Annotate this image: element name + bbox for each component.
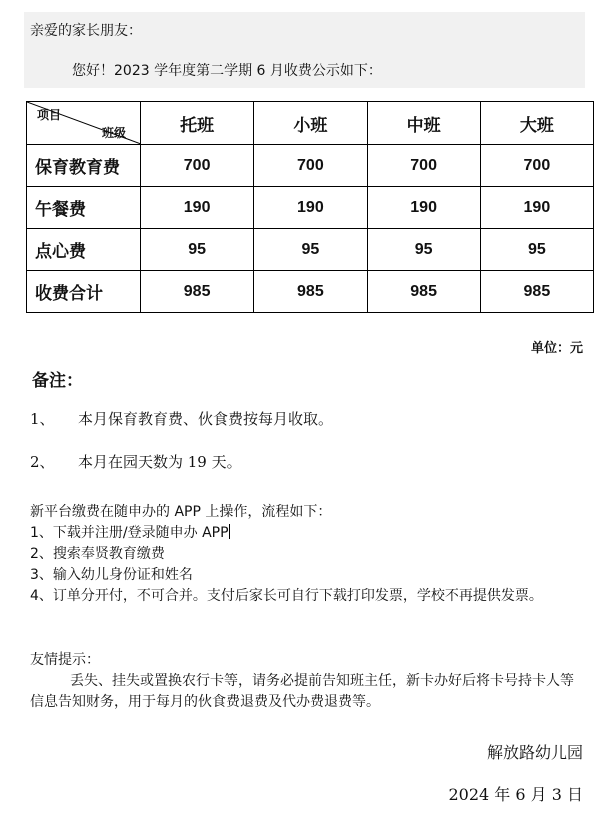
table-cell: 190 — [141, 187, 254, 229]
table-header-row — [27, 102, 594, 145]
table-cell: 190 — [254, 187, 367, 229]
text-cursor — [229, 524, 230, 539]
payment-step — [30, 523, 590, 544]
table-cell: 700 — [141, 145, 254, 187]
note-item — [30, 451, 242, 472]
corner-label-item: 项目 — [37, 108, 62, 122]
table-cell: 95 — [141, 229, 254, 271]
payment-step: 4、订单分开付，不可合并。支付后家长可自行下载打印发票，学校不再提供发票。 — [30, 588, 543, 604]
table-cell: 190 — [480, 187, 593, 229]
table-cell: 95 — [480, 229, 593, 271]
table-cell: 985 — [141, 271, 254, 313]
table-cell: 95 — [254, 229, 367, 271]
unit-label: 单位：元 — [530, 341, 583, 356]
notes-title: 备注： — [32, 371, 83, 391]
intro-text: 您好！2023 学年度第二学期 6 月收费公示如下： — [72, 63, 382, 79]
table-cell: 985 — [254, 271, 367, 313]
tips-section — [30, 650, 586, 713]
table-cell: 985 — [367, 271, 480, 313]
row-label: 点心费 — [27, 229, 141, 271]
payment-intro: 新平台缴费在随申办的 APP 上操作，流程如下： — [30, 504, 332, 520]
table-cell: 190 — [367, 187, 480, 229]
tips-title: 友情提示： — [30, 652, 100, 668]
table-row — [27, 271, 594, 313]
payment-instructions — [30, 502, 590, 607]
column-header: 托班 — [141, 102, 254, 145]
table-cell: 700 — [254, 145, 367, 187]
greeting: 亲爱的家长朋友： — [30, 23, 142, 39]
table-row — [27, 145, 594, 187]
row-label: 午餐费 — [27, 187, 141, 229]
column-header: 大班 — [480, 102, 593, 145]
column-header: 小班 — [254, 102, 367, 145]
fee-table — [26, 101, 594, 313]
table-cell: 700 — [480, 145, 593, 187]
tips-body: 丢失、挂失或置换农行卡等，请务必提前告知班主任，新卡办好后将卡号持卡人等信息告知财务，用于每月的伙食费退费及代办费退费等。 — [30, 673, 574, 710]
note-number: 2、 — [30, 453, 55, 471]
row-label: 保育教育费 — [27, 145, 141, 187]
signature: 解放路幼儿园 — [486, 743, 583, 762]
note-text: 本月在园天数为 19 天。 — [78, 453, 242, 471]
column-header: 中班 — [367, 102, 480, 145]
table-corner-cell — [27, 102, 141, 145]
table-row — [27, 187, 594, 229]
payment-step: 3、输入幼儿身份证和姓名 — [30, 567, 193, 583]
corner-label-class: 班级 — [101, 126, 126, 140]
table-cell: 985 — [480, 271, 593, 313]
row-label: 收费合计 — [27, 271, 141, 313]
table-row — [27, 229, 594, 271]
date: 2024 年 6 月 3 日 — [448, 785, 583, 804]
note-text: 本月保育教育费、伙食费按每月收取。 — [78, 410, 334, 428]
table-cell: 700 — [367, 145, 480, 187]
payment-step: 2、搜索奉贤教育缴费 — [30, 546, 165, 562]
table-cell: 95 — [367, 229, 480, 271]
note-item — [30, 408, 333, 429]
note-number: 1、 — [30, 410, 55, 428]
payment-step-text: 1、下载并注册/登录随申办 APP — [30, 525, 229, 541]
